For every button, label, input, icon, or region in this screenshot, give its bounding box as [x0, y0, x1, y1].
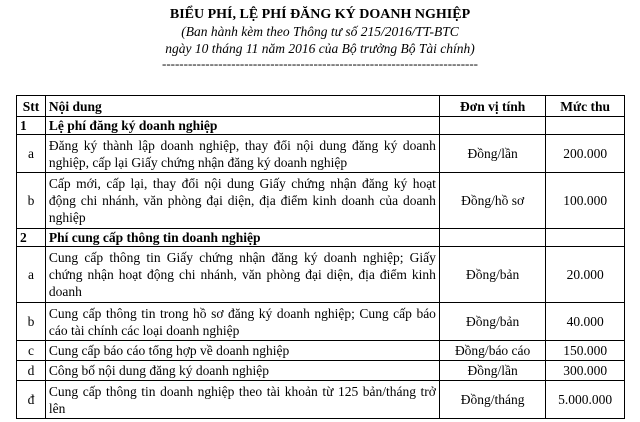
- row-stt: c: [17, 341, 46, 361]
- document-subtitle-line-1: (Ban hành kèm theo Thông tư số 215/2016/TT-BTC: [181, 24, 459, 39]
- row-muc-thu: 300.000: [546, 361, 625, 381]
- row-don-vi: Đồng/báo cáo: [439, 341, 545, 361]
- document-title: BIỂU PHÍ, LỆ PHÍ ĐĂNG KÝ DOANH NGHIỆP: [169, 7, 471, 22]
- row-noi-dung: Cung cấp thông tin Giấy chứng nhận đăng ký doanh nghiệp; Giấy chứng nhận hoạt động chi nhánh, văn phòng đại diện, địa điểm kinh doanh: [45, 247, 439, 303]
- row-don-vi: Đồng/bản: [439, 303, 545, 341]
- row-noi-dung: Cung cấp báo cáo tổng hợp về doanh nghiệp: [45, 341, 439, 361]
- header-stt: Stt: [17, 96, 46, 117]
- document-subtitle-line-2: ngày 10 tháng 11 năm 2016 của Bộ trưởng Bộ Tài chính): [165, 41, 475, 56]
- table-row: [17, 173, 625, 229]
- row-don-vi: Đồng/lần: [439, 361, 545, 381]
- row-muc-thu: 20.000: [546, 247, 625, 303]
- row-stt: a: [17, 247, 46, 303]
- row-don-vi: Đồng/bản: [439, 247, 545, 303]
- row-don-vi: Đồng/hồ sơ: [439, 173, 545, 229]
- empty-cell: [439, 117, 545, 135]
- table-row: [17, 381, 625, 419]
- row-stt: b: [17, 303, 46, 341]
- empty-cell: [546, 229, 625, 247]
- table-row: [17, 135, 625, 173]
- section-number: 1: [17, 117, 46, 135]
- row-muc-thu: 5.000.000: [546, 381, 625, 419]
- row-noi-dung: Công bố nội dung đăng ký doanh nghiệp: [45, 361, 439, 381]
- empty-cell: [439, 229, 545, 247]
- header-don-vi: Đơn vị tính: [439, 96, 545, 117]
- row-don-vi: Đồng/lần: [439, 135, 545, 173]
- row-stt: d: [17, 361, 46, 381]
- row-noi-dung: Đăng ký thành lập doanh nghiệp, thay đổi nội dung đăng ký doanh nghiệp, cấp lại Giấy chứng nhận đăng ký doanh nghiệp: [45, 135, 439, 173]
- section-number: 2: [17, 229, 46, 247]
- section-row: [17, 229, 625, 247]
- fee-table: [16, 95, 625, 419]
- row-stt: b: [17, 173, 46, 229]
- row-muc-thu: 40.000: [546, 303, 625, 341]
- empty-cell: [546, 117, 625, 135]
- row-muc-thu: 150.000: [546, 341, 625, 361]
- table-row: [17, 303, 625, 341]
- header-noi-dung: Nội dung: [45, 96, 439, 117]
- table-row: [17, 247, 625, 303]
- table-header-row: [17, 96, 625, 117]
- row-noi-dung: Cấp mới, cấp lại, thay đổi nội dung Giấy chứng nhận đăng ký hoạt động chi nhánh, văn phòng đại diện, địa điểm kinh doanh của doanh nghiệp: [45, 173, 439, 229]
- dashed-divider: -------------------------------------------------------------------------: [161, 57, 479, 71]
- row-don-vi: Đồng/tháng: [439, 381, 545, 419]
- table-row: [17, 361, 625, 381]
- row-stt: đ: [17, 381, 46, 419]
- document-header: [0, 0, 640, 71]
- section-row: [17, 117, 625, 135]
- row-muc-thu: 100.000: [546, 173, 625, 229]
- section-title: Lệ phí đăng ký doanh nghiệp: [45, 117, 439, 135]
- row-noi-dung: Cung cấp thông tin trong hồ sơ đăng ký doanh nghiệp; Cung cấp báo cáo tài chính các loại doanh nghiệp: [45, 303, 439, 341]
- row-stt: a: [17, 135, 46, 173]
- table-row: [17, 341, 625, 361]
- row-noi-dung: Cung cấp thông tin doanh nghiệp theo tài khoản từ 125 bản/tháng trở lên: [45, 381, 439, 419]
- row-muc-thu: 200.000: [546, 135, 625, 173]
- header-muc-thu: Mức thu: [546, 96, 625, 117]
- section-title: Phí cung cấp thông tin doanh nghiệp: [45, 229, 439, 247]
